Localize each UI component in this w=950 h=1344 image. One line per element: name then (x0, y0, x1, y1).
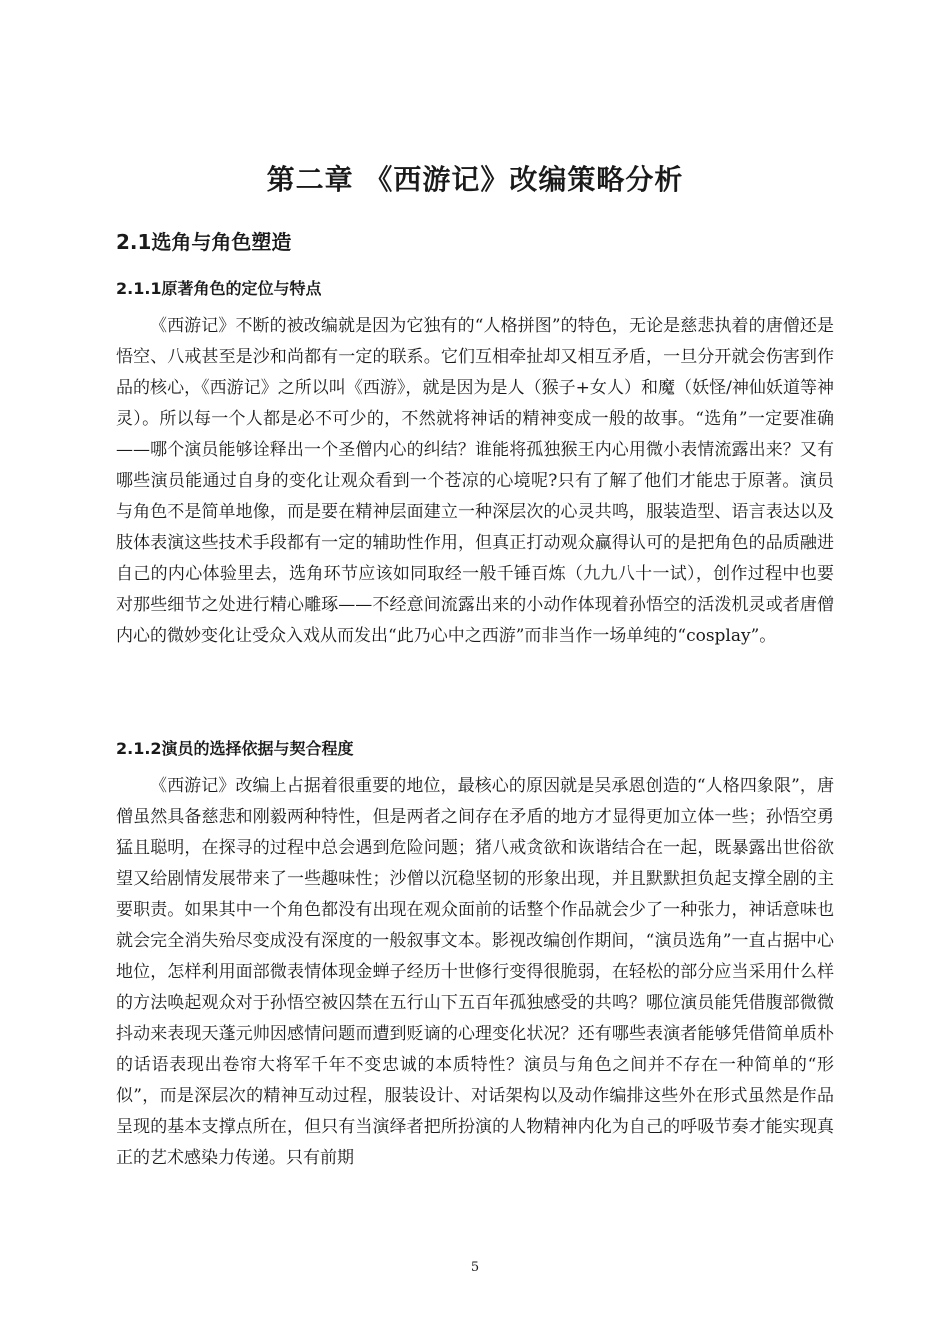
chapter-title: 第二章 《西游记》改编策略分析 (266, 163, 684, 196)
page-number: 5 (470, 1260, 480, 1275)
subsection-title-1: 2.1.1原著角色的定位与特点 (116, 279, 322, 298)
section-title: 2.1选角与角色塑造 (116, 230, 292, 254)
subsection-title-2: 2.1.2演员的选择依据与契合程度 (116, 739, 354, 758)
body-paragraph-1: 《西游记》不断的被改编就是因为它独有的“人格拼图”的特色，无论是慈悲执着的唐僧还是悟空、八戒甚至是沙和尚都有一定的联系。它们互相牵扯却又相互矛盾，一旦分开就会伤害到作品的核心，《西游记》之所以叫《西游》，就是因为是人（猴子+女人）和魔（妖怪/神仙妖道等神灵）。所以每一个人都是必不可少的，不然就将神话的精神变成一般的故事。“选角”一定要准确——哪个演员能够诠释出一个圣僧内心的纠结？谁能将孤独猴王内心用微小表情流露出来？又有哪些演员能通过自身的变化让观众看到一个苍凉的心境呢?只有了解了他们才能忠于原著。演员与角色不是简单地像，而是要在精神层面建立一种深层次的心灵共鸣，服装造型、语言表达以及肢体表演这些技术手段都有一定的辅助性作用，但真正打动观众赢得认可的是把角色的品质融进自己的内心体验里去，选角环节应该如同取经一般千锤百炼（九九八十一试），创作过程中也要对那些细节之处进行精心雕琢——不经意间流露出来的小动作体现着孙悟空的活泼机灵或者唐僧内心的微妙变化让受众入戏从而发出“此乃心中之西游”而非当作一场单纯的“cosplay”。 (116, 316, 834, 646)
body-paragraph-2: 《西游记》改编上占据着很重要的地位，最核心的原因就是吴承恩创造的“人格四象限”，唐僧虽然具备慈悲和刚毅两种特性，但是两者之间存在矛盾的地方才显得更加立体一些；孙悟空勇猛且聪明，在探寻的过程中总会遇到危险问题；猪八戒贪欲和诙谐结合在一起，既暴露出世俗欲望又给剧情发展带来了一些趣味性；沙僧以沉稳坚韧的形象出现，并且默默担负起支撑全剧的主要职责。如果其中一个角色都没有出现在观众面前的话整个作品就会少了一种张力，神话意味也就会完全消失殆尽变成没有深度的一般叙事文本。影视改编创作期间，“演员选角”一直占据中心地位，怎样利用面部微表情体现金蝉子经历十世修行变得很脆弱，在轻松的部分应当采用什么样的方法唤起观众对于孙悟空被囚禁在五行山下五百年孤独感受的共鸣？哪位演员能凭借腹部微微抖动来表现天蓬元帅因感情问题而遭到贬谪的心理变化状况？还有哪些表演者能够凭借简单质朴的话语表现出卷帘大将军千年不变忠诚的本质特性？演员与角色之间并不存在一种简单的“形似”，而是深层次的精神互动过程，服装设计、对话架构以及动作编排这些外在形式虽然是作品呈现的基本支撑点所在，但只有当演绎者把所扮演的人物精神内化为自己的呼吸节奏才能实现真正的艺术感染力传递。只有前期 (116, 776, 834, 1168)
